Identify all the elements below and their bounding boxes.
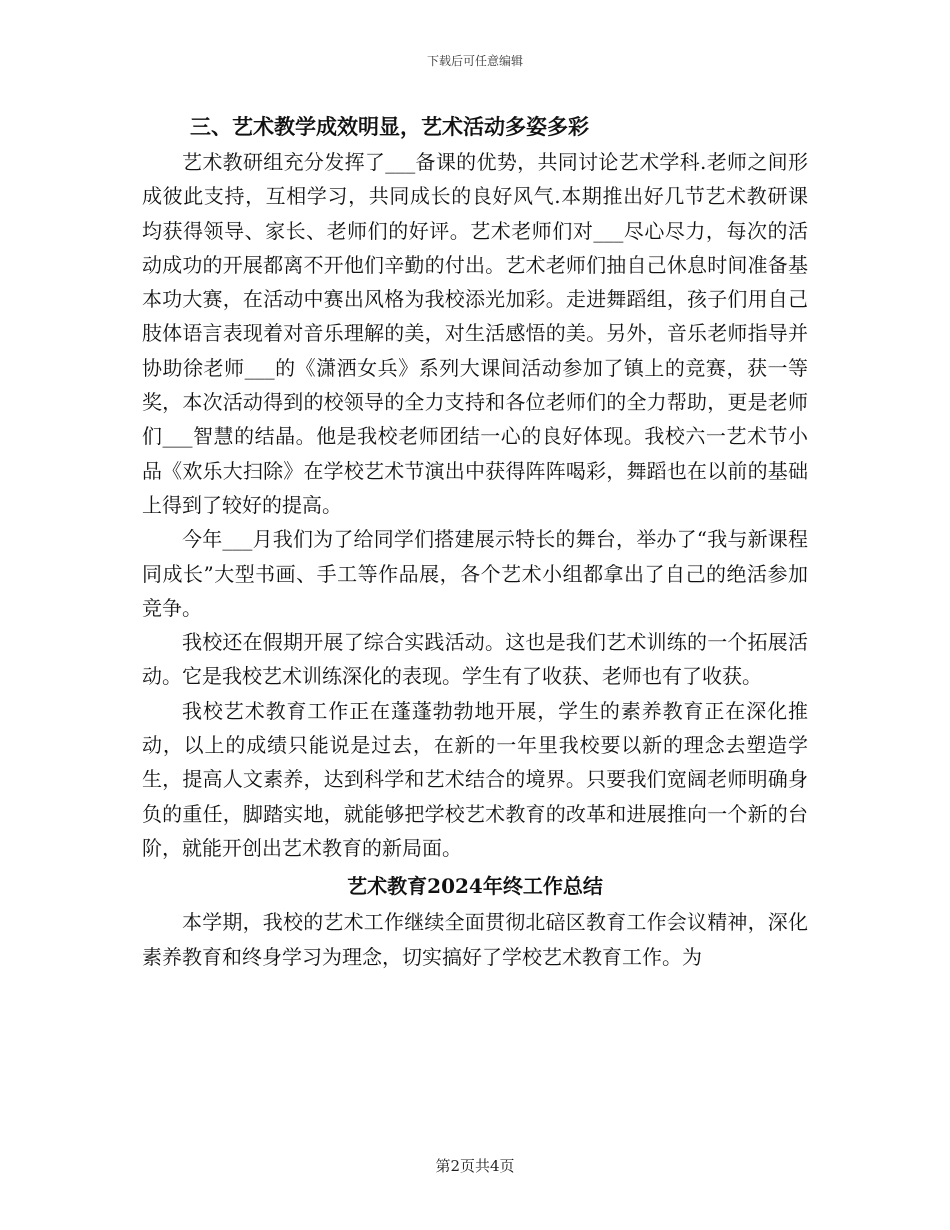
paragraph-practice-activity: 我校还在假期开展了综合实践活动。这也是我们艺术训练的一个拓展活动。它是我校艺术训练深化的表现。学生有了收获、老师也有了收获。 (142, 630, 808, 689)
paragraph-outlook: 我校艺术教育工作正在蓬蓬勃勃地开展，学生的素养教育正在深化推动，以上的成绩只能说是过去，在新的一年里我校要以新的理念去塑造学生，提高人文素养，达到科学和艺术结合的境界。只要我们宽阔老师明确身负的重任，脚踏实地，就能够把学校艺术教育的改革和进展推向一个新的台阶，就能开创出艺术教育的新局面。 (142, 698, 808, 860)
section-heading: 三、艺术教学成效明显，艺术活动多姿多彩 (190, 114, 589, 139)
paragraph-intro: 本学期，我校的艺术工作继续全面贯彻北碚区教育工作会议精神，深化素养教育和终身学习为理念，切实搞好了学校艺术教育工作。为 (142, 910, 808, 969)
page-header: 下载后可任意编辑 (426, 54, 523, 68)
page-number: 第2页共4页 (435, 1157, 515, 1175)
document-title: 艺术教育2024年终工作总结 (347, 874, 603, 899)
document-body (142, 108, 808, 974)
paragraph-exhibition: 今年___月我们为了给同学们搭建展示特长的舞台，举办了“我与新课程同成长”大型书画、手工等作品展，各个艺术小组都拿出了自己的绝活参加竞争。 (142, 527, 808, 620)
paragraph-teaching-results: 艺术教研组充分发挥了___备课的优势，共同讨论艺术学科.老师之间形成彼此支持，互相学习，共同成长的良好风气.本期推出好几节艺术教研课均获得领导、家长、老师们的好评。艺术老师们对___尽心尽力，每次的活动成功的开展都离不开他们辛勤的付出。艺术老师们抽自己休息时间准备基本功大赛，在活动中赛出风格为我校添光加彩。走进舞蹈组，孩子们用自己肢体语言表现着对音乐理解的美，对生活感悟的美。另外，音乐老师指导并协助徐老师___的《潇洒女兵》系列大课间活动参加了镇上的竞赛，获一等奖，本次活动得到的校领导的全力支持和各位老师们的全力帮助，更是老师们___智慧的结晶。他是我校老师团结一心的良好体现。我校六一艺术节小品《欢乐大扫除》在学校艺术节演出中获得阵阵喝彩，舞蹈也在以前的基础上得到了较好的提高。 (142, 150, 808, 517)
